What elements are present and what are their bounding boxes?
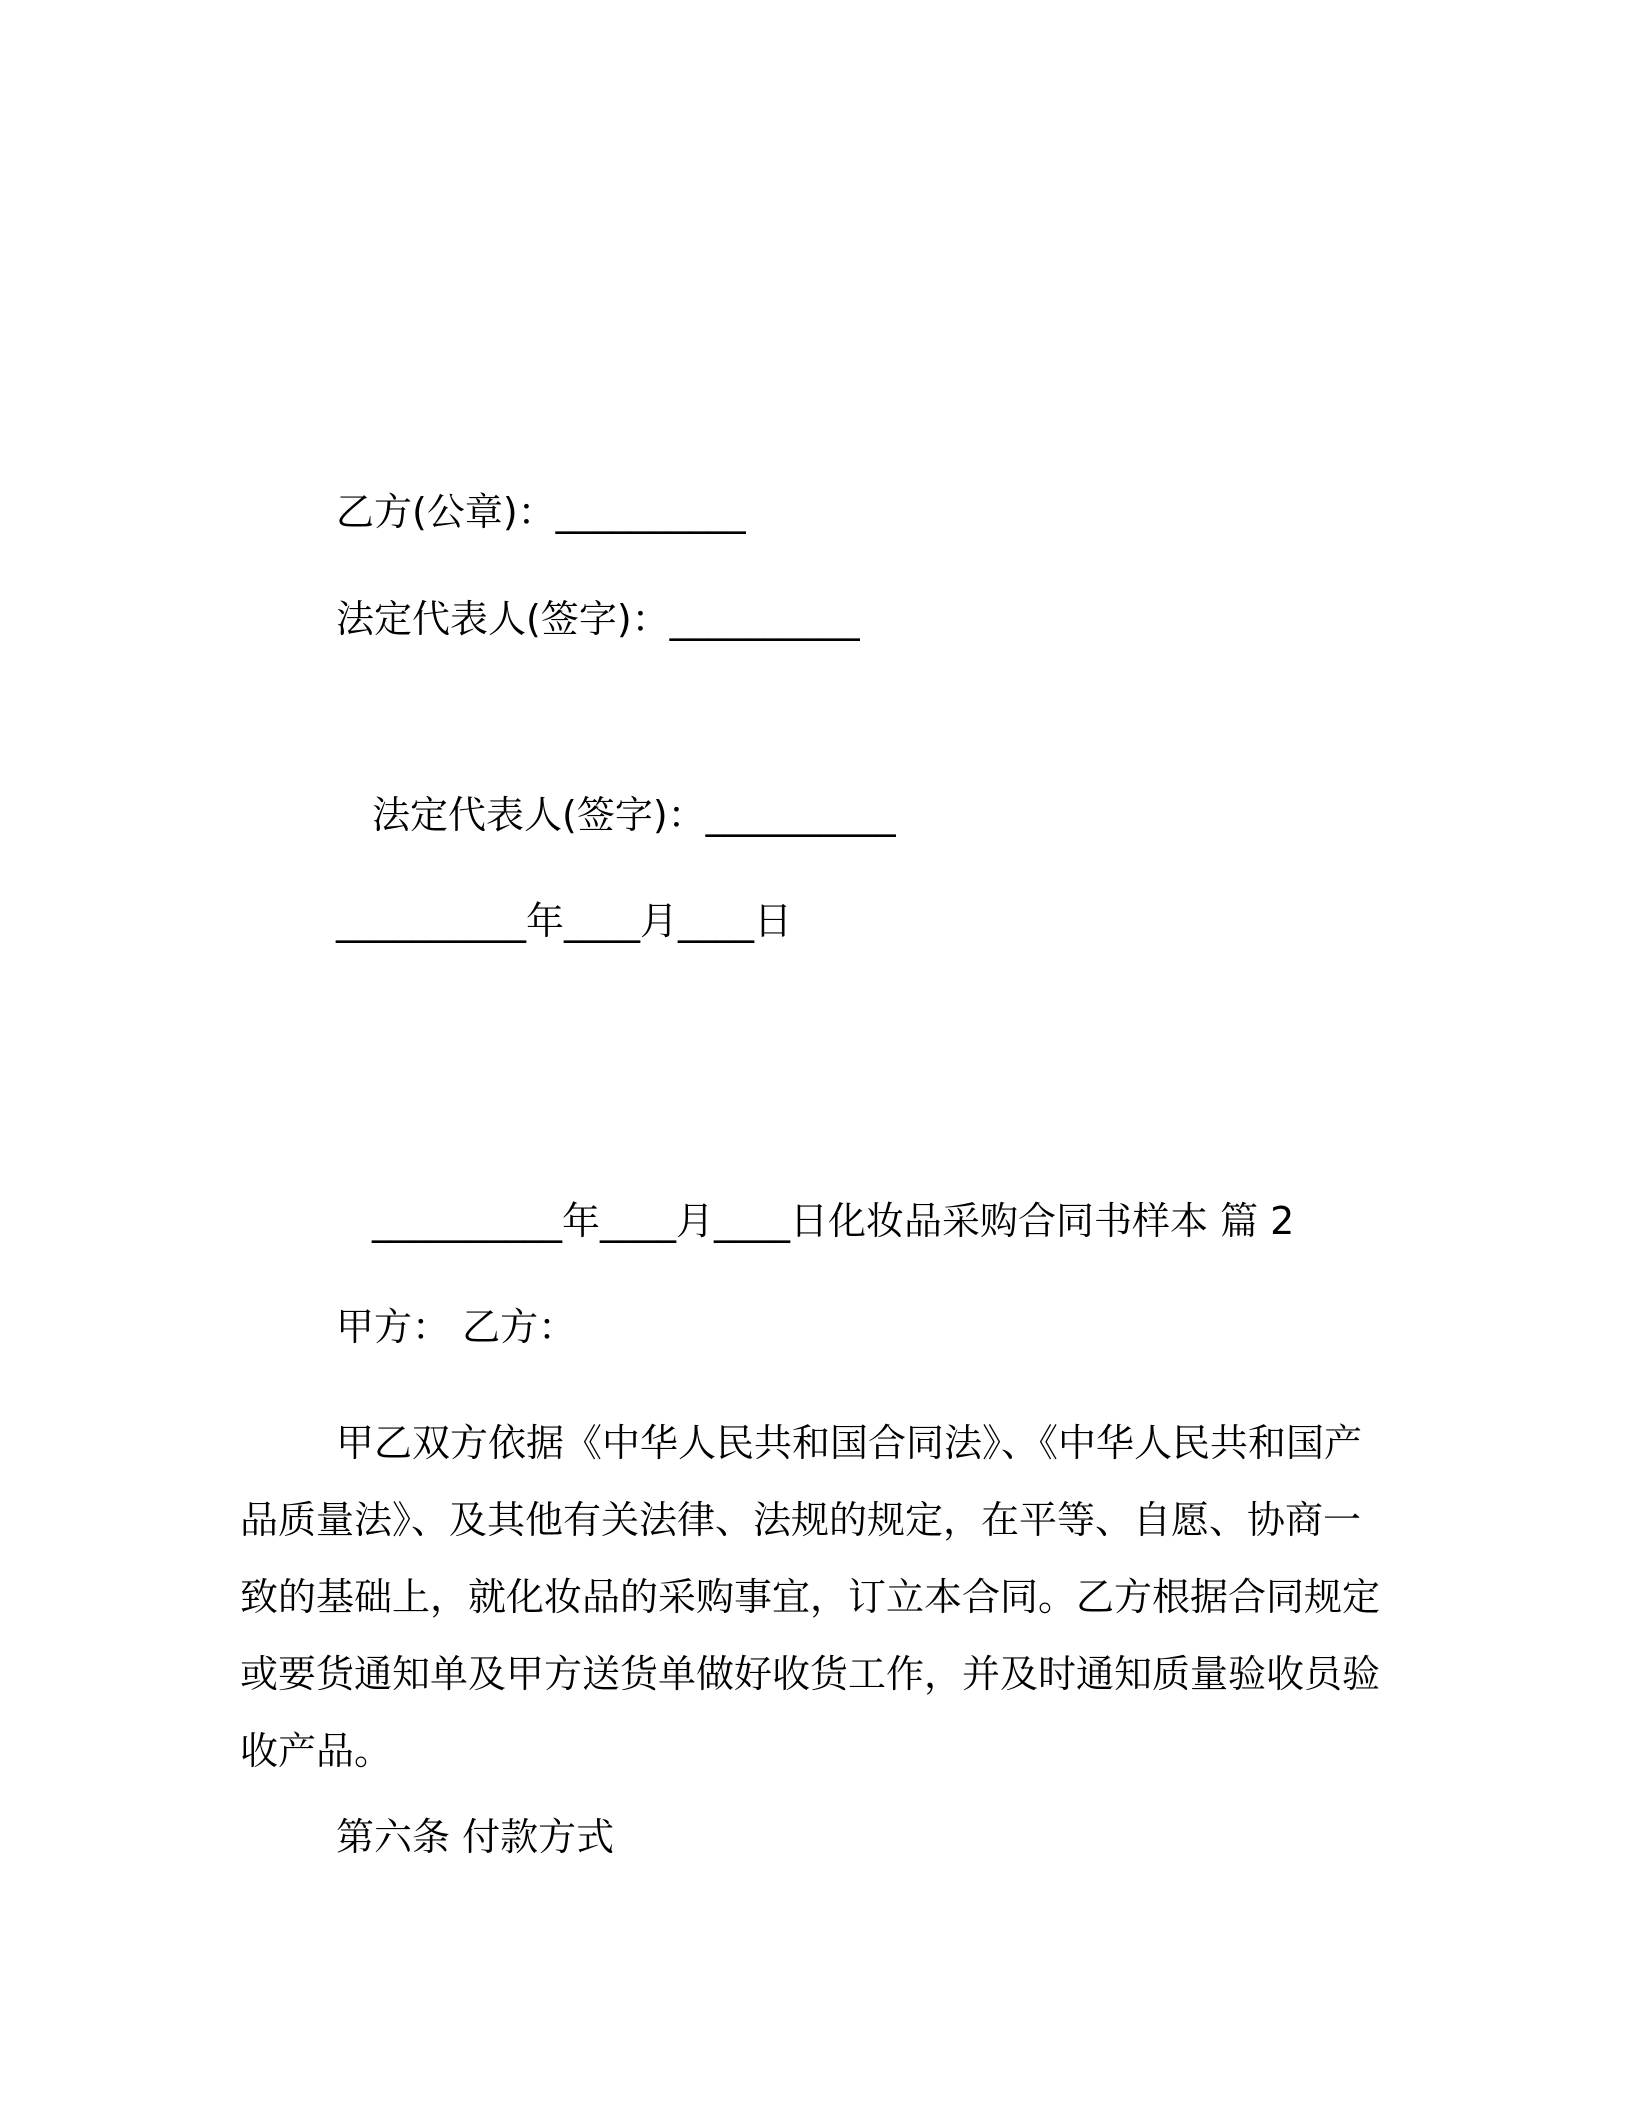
date-line: __________年____月____日 xyxy=(336,899,793,943)
legal-representative-signature-line-2: 法定代表人(签字)：__________ xyxy=(372,793,896,837)
article-heading: 第六条 付款方式 xyxy=(336,1815,615,1859)
intro-paragraph: 甲乙双方依据《中华人民共和国合同法》、《中华人民共和国产品质量法》、及其他有关法律、法规的规定，在平等、自愿、协商一致的基础上，就化妆品的采购事宜，订立本合同。乙方根据合同规定或要货通知单及甲方送货单做好收货工作，并及时通知质量验收员验收产品。 xyxy=(240,1421,1381,1773)
party-b-seal-line: 乙方(公章)：__________ xyxy=(336,490,746,534)
section-heading: __________年____月____日化妆品采购合同书样本 篇 2 xyxy=(372,1199,1295,1243)
parties-line: 甲方： 乙方： xyxy=(336,1305,577,1349)
legal-representative-signature-line: 法定代表人(签字)：__________ xyxy=(336,597,860,641)
